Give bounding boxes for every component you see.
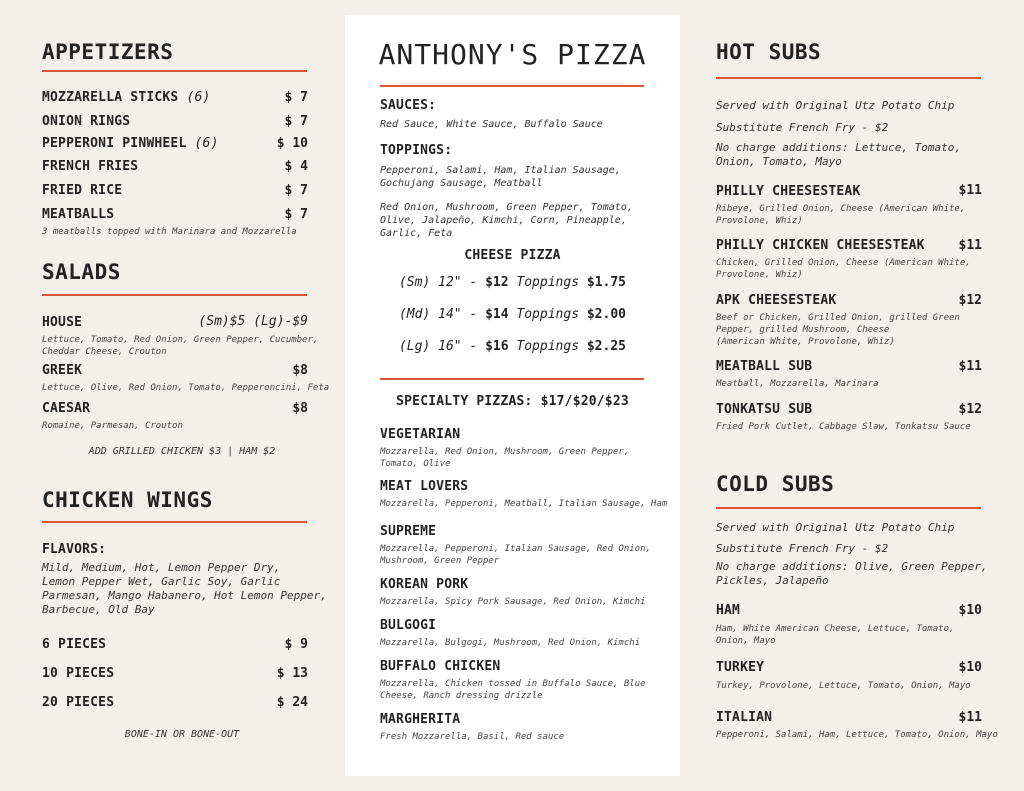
sauces-label: SAUCES:: [380, 98, 437, 113]
appetizer-price: $ 7: [284, 183, 308, 198]
cold-sub-price: $10: [958, 660, 982, 675]
meatballs-description: 3 meatballs topped with Marinara and Mozzarella: [42, 227, 297, 237]
salad-description: Romaine, Parmesan, Crouton: [42, 421, 183, 431]
hot-subs-title: HOT SUBS: [716, 40, 822, 64]
hot-subs-note: Served with Original Utz Potato Chip: [716, 99, 955, 112]
wings-flavors: Mild, Medium, Hot, Lemon Pepper Dry, Lemon Pepper Wet, Garlic Soy, Garlic Parmesan, Mango Habanero, Hot Lemon Pepper, Barbecue, Old Bay: [42, 561, 327, 616]
hot-sub-item: PHILLY CHICKEN CHEESESTEAK: [716, 238, 925, 253]
appetizers-title: APPETIZERS: [42, 40, 174, 64]
hot-sub-item: PHILLY CHEESESTEAK: [716, 184, 861, 199]
appetizer-price: $ 10: [276, 136, 308, 151]
salad-item: CAESAR: [42, 401, 91, 416]
cold-sub-item: ITALIAN: [716, 710, 773, 725]
wings-footer: BONE-IN OR BONE-OUT: [124, 729, 240, 740]
hot-sub-price: $12: [958, 402, 982, 417]
salads-title: SALADS: [42, 260, 121, 284]
wings-price: $ 24: [276, 695, 308, 710]
cold-sub-item: HAM: [716, 603, 741, 618]
wings-divider: [42, 521, 307, 523]
appetizer-item: MEATBALLS: [42, 207, 115, 222]
appetizer-price: $ 7: [284, 114, 308, 129]
specialty-item: VEGETARIAN: [380, 427, 461, 442]
appetizer-item: PEPPERONI PINWHEEL (6): [42, 136, 219, 151]
cold-subs-note: Substitute French Fry - $2: [716, 542, 889, 555]
salad-item: HOUSE: [42, 315, 83, 330]
salads-divider: [42, 294, 307, 296]
hot-sub-description: Fried Pork Cutlet, Cabbage Slaw, Tonkatsu Sauce: [716, 422, 971, 432]
wings-price: $ 9: [284, 637, 308, 652]
cheese-pizza-divider: [380, 378, 644, 380]
cold-sub-description: Pepperoni, Salami, Ham, Lettuce, Tomato, Onion, Mayo: [716, 730, 998, 740]
specialty-item: KOREAN PORK: [380, 577, 469, 592]
toppings-list-meat: Pepperoni, Salami, Ham, Italian Sausage, Gochujang Sausage, Meatball: [380, 165, 621, 189]
toppings-label: TOPPINGS:: [380, 143, 453, 158]
salad-description: Lettuce, Tomato, Red Onion, Green Pepper, Cucumber, Cheddar Cheese, Crouton: [42, 335, 319, 357]
appetizer-price: $ 4: [284, 159, 308, 174]
specialty-item: BULGOGI: [380, 618, 437, 633]
cold-subs-note: Served with Original Utz Potato Chip: [716, 521, 955, 534]
wings-title: CHICKEN WINGS: [42, 488, 213, 512]
specialty-description: Mozzarella, Bulgogi, Mushroom, Red Onion, Kimchi: [380, 638, 641, 648]
wings-item: 10 PIECES: [42, 666, 115, 681]
hot-sub-description: Chicken, Grilled Onion, Cheese (American White, Provolone, Whiz): [716, 258, 971, 280]
appetizer-item: MOZZARELLA STICKS (6): [42, 90, 211, 105]
hot-sub-item: TONKATSU SUB: [716, 402, 813, 417]
appetizer-price: $ 7: [284, 90, 308, 105]
hot-sub-item: APK CHEESESTEAK: [716, 293, 837, 308]
appetizers-divider: [42, 70, 307, 72]
specialty-item: BUFFALO CHICKEN: [380, 659, 501, 674]
specialty-description: Mozzarella, Red Onion, Mushroom, Green Pepper, Tomato, Olive: [380, 447, 630, 469]
cold-sub-price: $10: [958, 603, 982, 618]
specialty-description: Mozzarella, Pepperoni, Meatball, Italian Sausage, Ham: [380, 499, 668, 509]
appetizer-item: FRIED RICE: [42, 183, 123, 198]
specialty-item: MARGHERITA: [380, 712, 461, 727]
pizza-size-row: (Md) 14" - $14 Toppings $2.00: [398, 307, 626, 322]
specialty-label: SPECIALTY PIZZAS: $17/$20/$23: [396, 394, 629, 409]
appetizer-price: $ 7: [284, 207, 308, 222]
hot-sub-description: Ribeye, Grilled Onion, Cheese (American White, Provolone, Whiz): [716, 204, 966, 226]
cold-subs-divider: [716, 507, 981, 509]
cold-sub-description: Ham, White American Cheese, Lettuce, Tomato, Onion, Mayo: [716, 624, 955, 646]
pizza-size-row: (Lg) 16" - $16 Toppings $2.25: [398, 339, 626, 354]
wings-flavors-label: FLAVORS:: [42, 542, 107, 557]
appetizer-item: ONION RINGS: [42, 114, 131, 129]
specialty-description: Mozzarella, Chicken tossed in Buffalo Sauce, Blue Cheese, Ranch dressing drizzle: [380, 679, 646, 701]
hot-sub-description: Beef or Chicken, Grilled Onion, grilled Green Pepper, grilled Mushroom, Cheese (American White, Provolone, Whiz): [716, 313, 960, 347]
salad-addon: ADD GRILLED CHICKEN $3 | HAM $2: [88, 446, 276, 457]
cold-subs-note: No charge additions: Olive, Green Pepper, Pickles, Jalapeño: [716, 560, 988, 587]
wings-item: 20 PIECES: [42, 695, 115, 710]
wings-item: 6 PIECES: [42, 637, 107, 652]
wings-price: $ 13: [276, 666, 308, 681]
salad-price: $8: [292, 401, 308, 416]
hot-subs-note: No charge additions: Lettuce, Tomato, Onion, Tomato, Mayo: [716, 141, 962, 168]
hot-sub-description: Meatball, Mozzarella, Marinara: [716, 379, 879, 389]
salad-item: GREEK: [42, 363, 83, 378]
specialty-description: Mozzarella, Spicy Pork Sausage, Red Onion, Kimchi: [380, 597, 646, 607]
cheese-pizza-label: CHEESE PIZZA: [464, 248, 561, 263]
specialty-item: MEAT LOVERS: [380, 479, 469, 494]
sauces-list: Red Sauce, White Sauce, Buffalo Sauce: [380, 119, 603, 130]
pizza-size-row: (Sm) 12" - $12 Toppings $1.75: [398, 275, 626, 290]
cold-subs-title: COLD SUBS: [716, 472, 835, 496]
salad-price: $8: [292, 363, 308, 378]
appetizer-item: FRENCH FRIES: [42, 159, 139, 174]
hot-subs-divider: [716, 77, 981, 79]
specialty-description: Fresh Mozzarella, Basil, Red sauce: [380, 732, 565, 742]
salad-description: Lettuce, Olive, Red Onion, Tomato, Pepperoncini, Feta: [42, 383, 330, 393]
pizza-title: ANTHONY'S PIZZA: [378, 38, 647, 71]
cold-sub-price: $11: [958, 710, 982, 725]
hot-sub-price: $11: [958, 183, 982, 198]
cold-sub-item: TURKEY: [716, 660, 765, 675]
hot-sub-price: $11: [958, 238, 982, 253]
hot-sub-price: $12: [958, 293, 982, 308]
hot-sub-price: $11: [958, 359, 982, 374]
toppings-list-veg: Red Onion, Mushroom, Green Pepper, Tomato, Olive, Jalapeño, Kimchi, Corn, Pineapple, Garlic, Feta: [380, 202, 633, 239]
hot-sub-item: MEATBALL SUB: [716, 359, 813, 374]
pizza-title-divider: [380, 85, 644, 87]
hot-subs-note: Substitute French Fry - $2: [716, 121, 889, 134]
specialty-item: SUPREME: [380, 524, 437, 539]
specialty-description: Mozzarella, Pepperoni, Italian Sausage, Red Onion, Mushroom, Green Pepper: [380, 544, 651, 566]
cold-sub-description: Turkey, Provolone, Lettuce, Tomato, Onion, Mayo: [716, 681, 971, 691]
salad-price: (Sm)$5 (Lg)-$9: [198, 314, 308, 329]
